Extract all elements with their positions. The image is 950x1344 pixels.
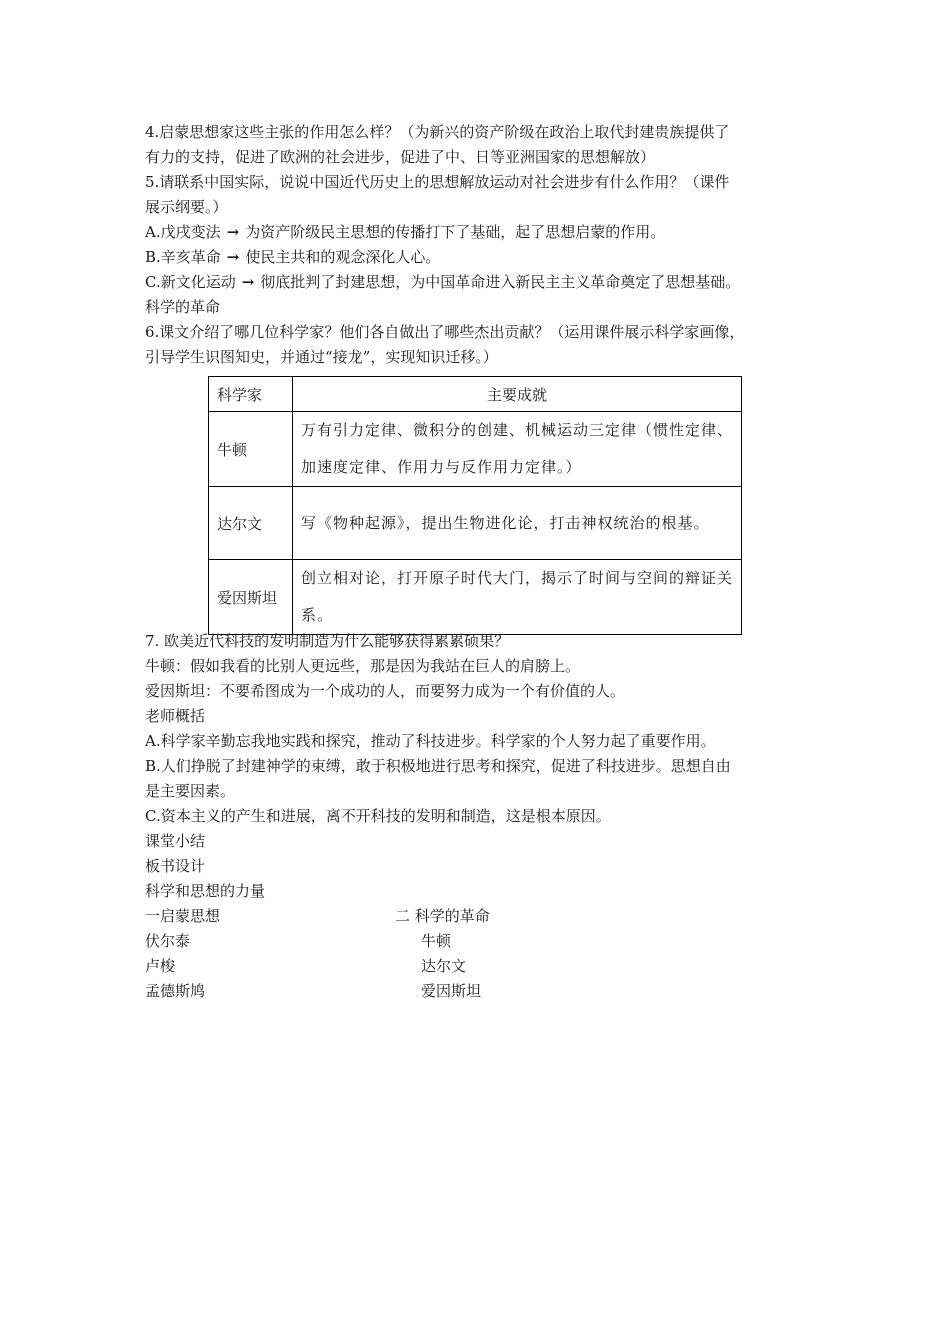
item-b-text: 使民主共和的观念深化人心。: [245, 248, 441, 266]
arrow-right-icon: →: [226, 223, 240, 241]
table-row: [209, 560, 742, 635]
scientist-table: [208, 376, 742, 635]
scientist-achievement: 写《物种起源》，提出生物进化论，打击神权统治的根基。: [293, 487, 742, 560]
arrow-right-icon: →: [241, 273, 255, 291]
item-a-text: 为资产阶级民主思想的传播打下了基础，起了思想启蒙的作用。: [245, 223, 666, 241]
board-right-item: 达尔文: [421, 957, 467, 975]
question-7: 7. 欧美近代科技的发明制造为什么能够获得累累硕果？: [145, 632, 510, 650]
question-4-line-2: 有力的支持，促进了欧洲的社会进步，促进了中、日等亚洲国家的思想解放）: [145, 148, 656, 166]
item-c-label: C.新文化运动: [145, 273, 236, 291]
scientist-name: 牛顿: [209, 412, 293, 487]
summary-point-c: C.资本主义的产生和进展，离不开科技的发明和制造，这是根本原因。: [145, 807, 611, 825]
board-design-heading: 板书设计: [145, 857, 206, 875]
board-right-item: 爱因斯坦: [421, 982, 482, 1000]
question-6-line-2: 引导学生识图知史，并通过“接龙”，实现知识迁移。）: [145, 348, 498, 366]
board-title: 科学和思想的力量: [145, 882, 266, 900]
question-5-line-1: 5.请联系中国实际，说说中国近代历史上的思想解放运动对社会进步有什么作用？（课件: [145, 173, 730, 191]
newton-quote: 牛顿：假如我看的比别人更远些，那是因为我站在巨人的肩膀上。: [145, 657, 581, 675]
einstein-quote: 爱因斯坦：不要希图成为一个成功的人，而要努力成为一个有价值的人。: [145, 682, 626, 700]
summary-point-a: A.科学家辛勤忘我地实践和探究，推动了科技进步。科学家的个人努力起了重要作用。: [145, 732, 716, 750]
item-a-label: A.戊戌变法: [145, 223, 221, 241]
item-b-line: [145, 245, 825, 270]
teacher-summary-heading: 老师概括: [145, 707, 206, 725]
table-header-scientist: 科学家: [209, 377, 293, 412]
board-right-item: 牛顿: [421, 932, 452, 950]
scientist-name: 达尔文: [209, 487, 293, 560]
scientist-achievement: 创立相对论，打开原子时代大门，揭示了时间与空间的辩证关系。: [293, 560, 742, 635]
question-6-line-1: 6.课文介绍了哪几位科学家？他们各自做出了哪些杰出贡献？（运用课件展示科学家画像，: [145, 323, 745, 341]
item-a-line: [145, 220, 825, 245]
question-4-line-1: 4.启蒙思想家这些主张的作用怎么样？（为新兴的资产阶级在政治上取代封建贵族提供了: [145, 123, 730, 141]
arrow-right-icon: →: [226, 248, 240, 266]
question-5-line-2: 展示纲要。）: [145, 198, 228, 216]
class-summary-heading: 课堂小结: [145, 832, 206, 850]
board-left-item: 卢梭: [145, 957, 176, 975]
item-c-line: [145, 270, 825, 295]
item-b-label: B.辛亥革命: [145, 248, 221, 266]
summary-point-b-line-2: 是主要因素。: [145, 782, 236, 800]
scientist-name: 爱因斯坦: [209, 560, 293, 635]
table-row: [209, 412, 742, 487]
table-header-achievement: 主要成就: [293, 377, 742, 412]
board-left-heading: 一启蒙思想: [145, 907, 221, 925]
board-left-item: 孟德斯鸠: [145, 982, 206, 1000]
board-right-heading: 二 科学的革命: [395, 907, 490, 925]
scientist-achievement: 万有引力定律、微积分的创建、机械运动三定律（惯性定律、加速度定律、作用力与反作用力定律。）: [293, 412, 742, 487]
summary-point-b-line-1: B.人们挣脱了封建神学的束缚，敢于积极地进行思考和探究，促进了科技进步。思想自由: [145, 757, 731, 775]
board-left-item: 伏尔泰: [145, 932, 191, 950]
section-heading-science: 科学的革命: [145, 298, 221, 316]
item-c-text: 彻底批判了封建思想，为中国革命进入新民主主义革命奠定了思想基础。: [260, 273, 741, 291]
table-header-row: [209, 377, 742, 412]
table-row: [209, 487, 742, 560]
